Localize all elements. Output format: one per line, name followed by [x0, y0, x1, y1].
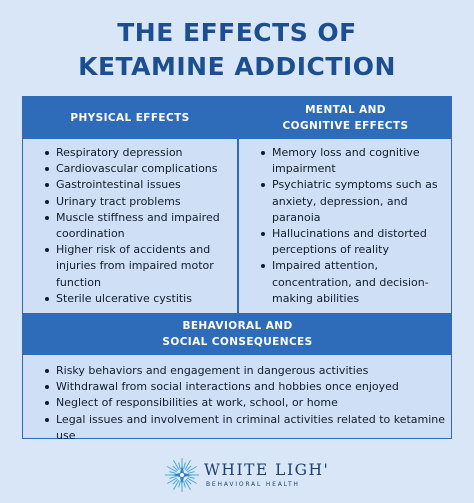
white-light-logo [164, 455, 330, 495]
logo-name: WHITE LIGH' [204, 461, 330, 479]
starburst-ray [188, 477, 195, 479]
list-item: Psychiatric symptoms such as anxiety, depression, and paranoia [261, 177, 446, 226]
mental-effects-list [261, 145, 446, 307]
list-item: Impaired attention, concentration, and decision-making abilities [261, 258, 446, 307]
list-item: Legal issues and involvement in criminal activities related to ketamine use [45, 412, 450, 444]
mental-effects-header-line-1: MENTAL AND [305, 104, 386, 116]
column-divider [237, 97, 239, 313]
behavioral-header-line-1: BEHAVIORAL AND [182, 320, 293, 332]
mental-effects-header [239, 97, 452, 139]
starburst-ray [187, 478, 197, 484]
list-item: Sterile ulcerative cystitis [45, 291, 235, 307]
list-item: Hallucinations and distorted perceptions of reality [261, 226, 446, 258]
starburst-ray [184, 481, 186, 488]
starburst-ray [184, 462, 186, 469]
starburst-ray [188, 472, 195, 474]
starburst-ray [169, 472, 176, 474]
effects-table [22, 96, 452, 442]
list-item: Muscle stiffness and impaired coordination [45, 210, 235, 242]
starburst-icon [164, 457, 200, 493]
physical-effects-list [45, 145, 235, 307]
list-item: Higher risk of accidents and injuries from impaired motor function [45, 242, 235, 291]
starburst-ray [187, 467, 197, 473]
starburst-ray [185, 460, 191, 470]
starburst-ray [174, 460, 180, 470]
starburst-ray [167, 478, 177, 484]
starburst-ray [167, 467, 177, 473]
list-item: Respiratory depression [45, 145, 235, 161]
list-item: Memory loss and cognitive impairment [261, 145, 446, 177]
physical-effects-header [23, 97, 237, 139]
list-item: Urinary tract problems [45, 194, 235, 210]
physical-effects-header-label: PHYSICAL EFFECTS [70, 112, 190, 124]
logo-subtitle: BEHAVIORAL HEALTH [206, 481, 300, 488]
page-title-line-1: THE EFFECTS OF [117, 18, 357, 47]
list-item: Neglect of responsibilities at work, school, or home [45, 395, 450, 411]
mental-effects-header-line-2: COGNITIVE EFFECTS [282, 120, 409, 132]
starburst-ray [169, 477, 176, 479]
starburst-ray [174, 480, 180, 490]
list-item: Cardiovascular complications [45, 161, 235, 177]
list-item: Withdrawal from social interactions and hobbies once enjoyed [45, 379, 450, 395]
behavioral-consequences-list [45, 363, 450, 444]
behavioral-header-line-2: SOCIAL CONSEQUENCES [162, 336, 313, 348]
behavioral-consequences-header [23, 313, 452, 355]
starburst-ray [185, 480, 191, 490]
page-title-line-2: KETAMINE ADDICTION [78, 52, 396, 81]
list-item: Risky behaviors and engagement in dangerous activities [45, 363, 450, 379]
starburst-ray [179, 481, 181, 488]
starburst-ray [179, 462, 181, 469]
list-item: Gastrointestinal issues [45, 177, 235, 193]
